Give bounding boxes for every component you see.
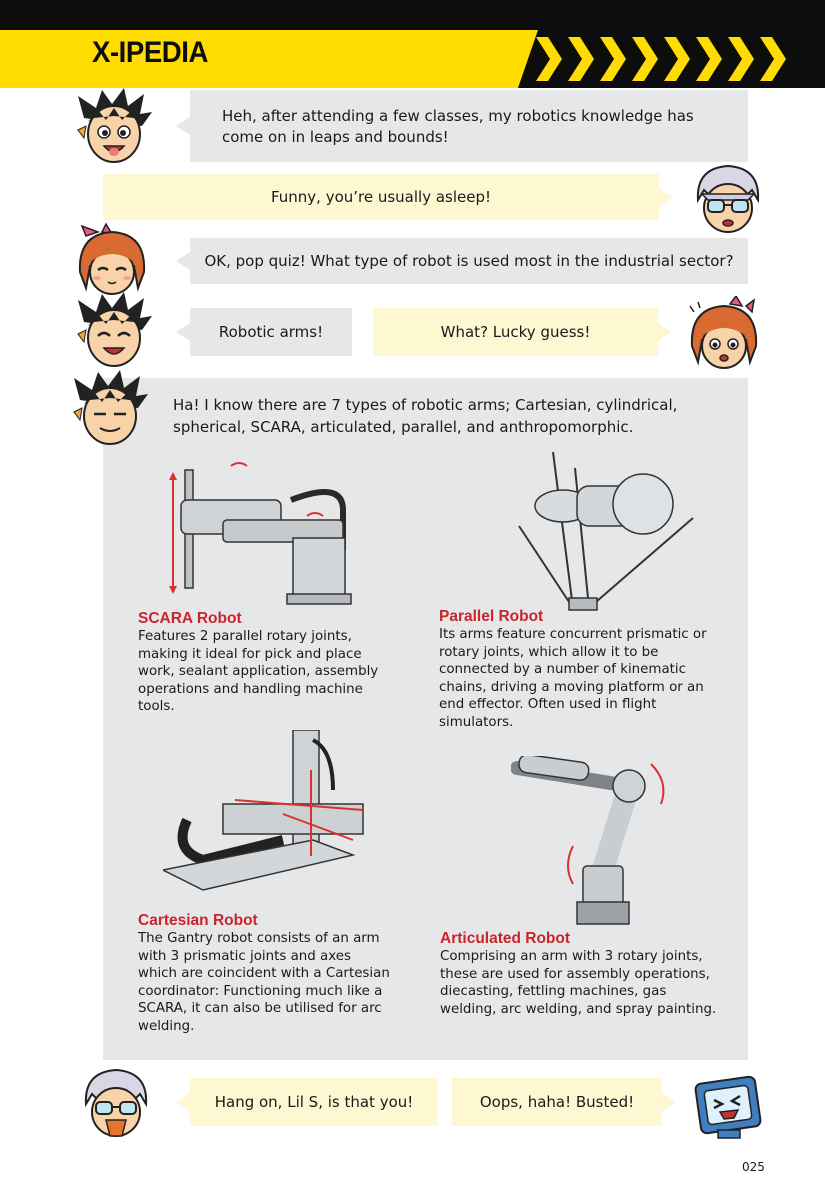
robot-desc-articulated: Comprising an arm with 3 rotary joints, these are used for assembly operations, diecasting, fettling machines, gas welding, arc welding, and spray painting. xyxy=(440,949,717,1017)
panel-intro-text: Ha! I know there are 7 types of robotic arms; Cartesian, cylindrical, spherical, SCARA, articulated, parallel, and anthropomorphic. xyxy=(173,396,678,436)
cartesian-robot-icon xyxy=(163,730,373,910)
speech-bubble-2-text: Funny, you’re usually asleep! xyxy=(270,187,492,206)
page-title: X-IPEDIA xyxy=(92,36,208,69)
speech-bubble-1 xyxy=(190,90,748,162)
girl-with-bow-avatar-icon xyxy=(72,222,152,302)
page-number: 025 xyxy=(742,1160,765,1174)
hazard-chevrons-icon xyxy=(518,30,825,88)
robot-desc-parallel: Its arms feature concurrent prismatic or rotary joints, which allow it to be connected by a number of kinematic chains, driving a moving platform or an end effector. Often used in flight simulators. xyxy=(439,627,707,730)
girl-surprised-avatar-icon xyxy=(684,296,764,376)
speech-bubble-5-text: What? Lucky guess! xyxy=(440,322,591,341)
header-top-bar xyxy=(0,0,825,30)
monitor-robot-avatar-icon xyxy=(690,1070,770,1150)
speech-bubble-2 xyxy=(103,174,659,220)
robot-title-cartesian: Cartesian Robot xyxy=(138,912,258,929)
robot-types-panel xyxy=(103,378,748,1060)
speech-bubble-6-text: Hang on, Lil S, is that you! xyxy=(214,1092,414,1111)
speech-bubble-3-text: OK, pop quiz! What type of robot is used most in the industrial sector? xyxy=(204,251,734,270)
robot-desc-cartesian: The Gantry robot consists of an arm with 3 prismatic joints and axes which are coincident with a Cartesian coordinator: Functioning much like a SCARA, it can also be utilised for arc welding. xyxy=(138,931,390,1034)
speech-bubble-4 xyxy=(190,308,352,356)
robot-title-articulated: Articulated Robot xyxy=(440,930,571,947)
spiky-hair-boy-happy-avatar-icon xyxy=(74,292,154,372)
speech-bubble-7-text: Oops, haha! Busted! xyxy=(479,1092,635,1111)
parallel-robot-icon xyxy=(513,448,703,618)
grey-hair-glasses-boy-yelling-avatar-icon xyxy=(76,1064,156,1144)
grey-hair-glasses-boy-avatar-icon xyxy=(688,160,768,240)
speech-bubble-6 xyxy=(190,1078,438,1126)
speech-bubble-1-text: Heh, after attending a few classes, my robotics knowledge has come on in leaps and bounds! xyxy=(222,107,694,146)
spiky-hair-boy-smug-avatar-icon xyxy=(70,370,150,450)
articulated-robot-icon xyxy=(511,756,701,936)
speech-bubble-5 xyxy=(373,308,658,356)
spiky-hair-boy-avatar-icon xyxy=(74,88,154,168)
speech-bubble-3 xyxy=(190,238,748,284)
robot-desc-scara: Features 2 parallel rotary joints, making it ideal for pick and place work, sealant application, assembly operations and handling machine tools. xyxy=(138,629,379,714)
scara-robot-icon xyxy=(163,460,423,620)
speech-bubble-4-text: Robotic arms! xyxy=(218,322,324,341)
speech-bubble-7 xyxy=(452,1078,662,1126)
robot-title-parallel: Parallel Robot xyxy=(439,608,544,625)
robot-title-scara: SCARA Robot xyxy=(138,610,242,627)
